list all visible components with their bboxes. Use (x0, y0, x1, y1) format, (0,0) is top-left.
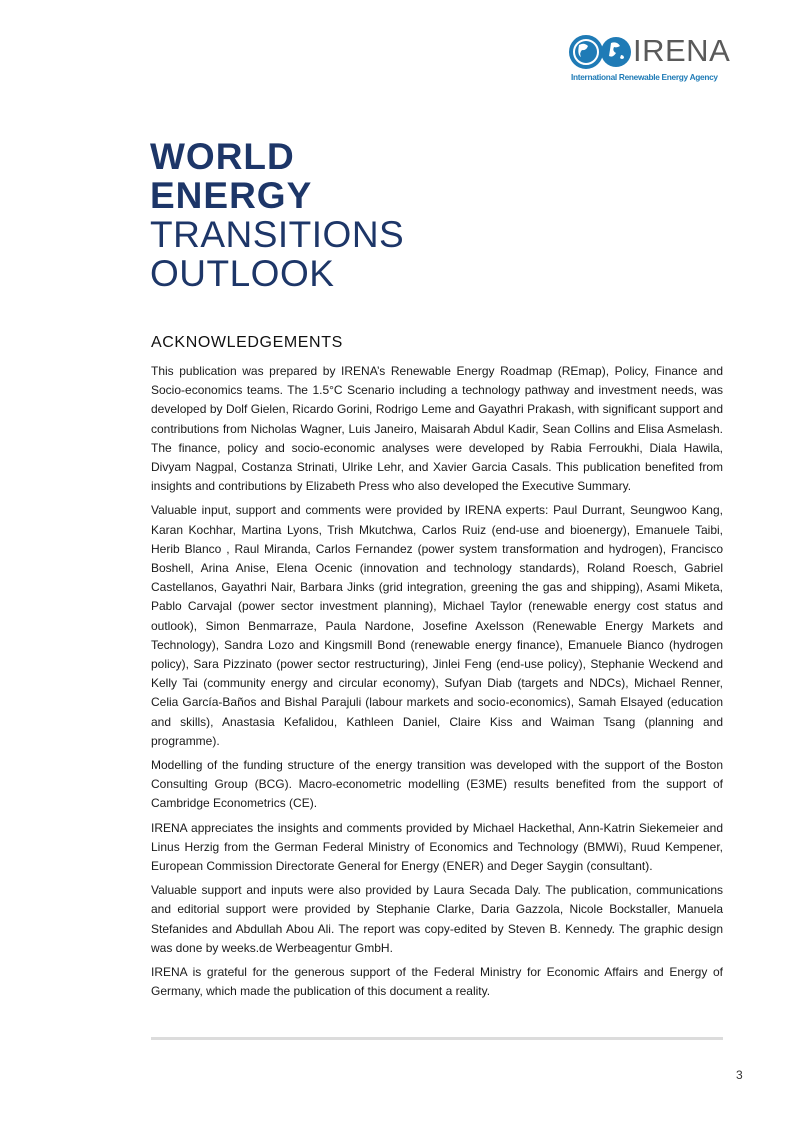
page-number: 3 (736, 1068, 743, 1082)
title-line-2: ENERGY (150, 175, 313, 216)
logo-tagline: International Renewable Energy Agency (571, 72, 718, 82)
section-heading: ACKNOWLEDGEMENTS (151, 334, 343, 351)
irena-logo (569, 35, 749, 85)
paragraph: Valuable input, support and comments were provided by IRENA experts: Paul Durrant, Seungwoo Kang, Karan Kochhar, Martina Lyons, Trish Mkutchwa, Carlos Ruiz (end-use and bioenergy), Emanuele Taibi, Herib Blanco , Raul Miranda, Carlos Fernandez (power system transformation and hydrogen), Francisco Boshell, Arina Anise, Elena Ocenic (innovation and technology standards), Roland Roesch, Gabriel Castellanos, Gayathri Nair, Barbara Jinks (grid integration, greening the gas and shipping), Asami Miketa, Pablo Carvajal (power sector investment planning), Michael Taylor (renewable energy cost status and outlook), Simon Benmarraze, Paula Nardone, Josefine Axelsson (Renewable Energy Markets and Technology), Sandra Lozo and Kingsmill Bond (renewable energy finance), Emanuele Bianco (hydrogen policy), Sara Pizzinato (power sector restructuring), Jinlei Feng (end-use policy), Stephanie Weckend and Kelly Tai (community energy and circular economy), Sufyan Diab (targets and NDCs), Michael Renner, Celia García-Baños and Bishal Parajuli (labour markets and socio-economics), Samah Elsayed (education and skills), Anastasia Kefalidou, Kathleen Daniel, Claire Kiss and Waiman Tsang (planning and programme). (151, 503, 723, 748)
divider (151, 1037, 723, 1040)
globe-infinity-icon (569, 35, 633, 69)
paragraph: IRENA appreciates the insights and comments provided by Michael Hackethal, Ann-Katrin Siekemeier and Linus Herzig from the German Federal Ministry of Economics and Technology (BMWi), Ruud Kempener, European Commission Directorate General for Energy (ENER) and Deger Saygin (consultant). (151, 820, 723, 874)
title-line-4: OUTLOOK (150, 253, 335, 294)
paragraph: Valuable support and inputs were also provided by Laura Secada Daly. The publication, communications and editorial support were provided by Stephanie Clarke, Daria Gazzola, Nicole Bockstaller, Manuela Stefanides and Abdullah Abou Ali. The report was copy-edited by Steven B. Kennedy. The graphic design was done by weeks.de Werbeagentur GmbH. (151, 883, 723, 955)
acknowledgements-body (151, 362, 723, 1007)
title-line-3: TRANSITIONS (150, 214, 405, 255)
report-title (150, 137, 404, 293)
title-line-1: WORLD (150, 136, 295, 177)
paragraph: IRENA is grateful for the generous support of the Federal Ministry for Economic Affairs and Energy of Germany, which made the publication of this document a reality. (151, 965, 723, 999)
paragraph: Modelling of the funding structure of the energy transition was developed with the support of the Boston Consulting Group (BCG). Macro-econometric modelling (E3ME) results benefited from the support of Cambridge Econometrics (CE). (151, 758, 723, 811)
paragraph: This publication was prepared by IRENA’s Renewable Energy Roadmap (REmap), Policy, Finance and Socio-economics teams. The 1.5°C Scenario including a technology pathway and investment needs, was developed by Dolf Gielen, Ricardo Gorini, Rodrigo Leme and Gayathri Prakash, with significant support and contributions from Nicholas Wagner, Luis Janeiro, Maisarah Abdul Kadir, Sean Collins and Elisa Asmelash. The finance, policy and socio-economic analyses were developed by Rabia Ferroukhi, Diala Hawila, Divyam Nagpal, Costanza Strinati, Ulrike Lehr, and Xavier Garcia Casals. This publication benefited from insights and contributions by Elizabeth Press who also developed the Executive Summary. (151, 364, 723, 494)
logo-wordmark: IRENA (633, 33, 731, 68)
